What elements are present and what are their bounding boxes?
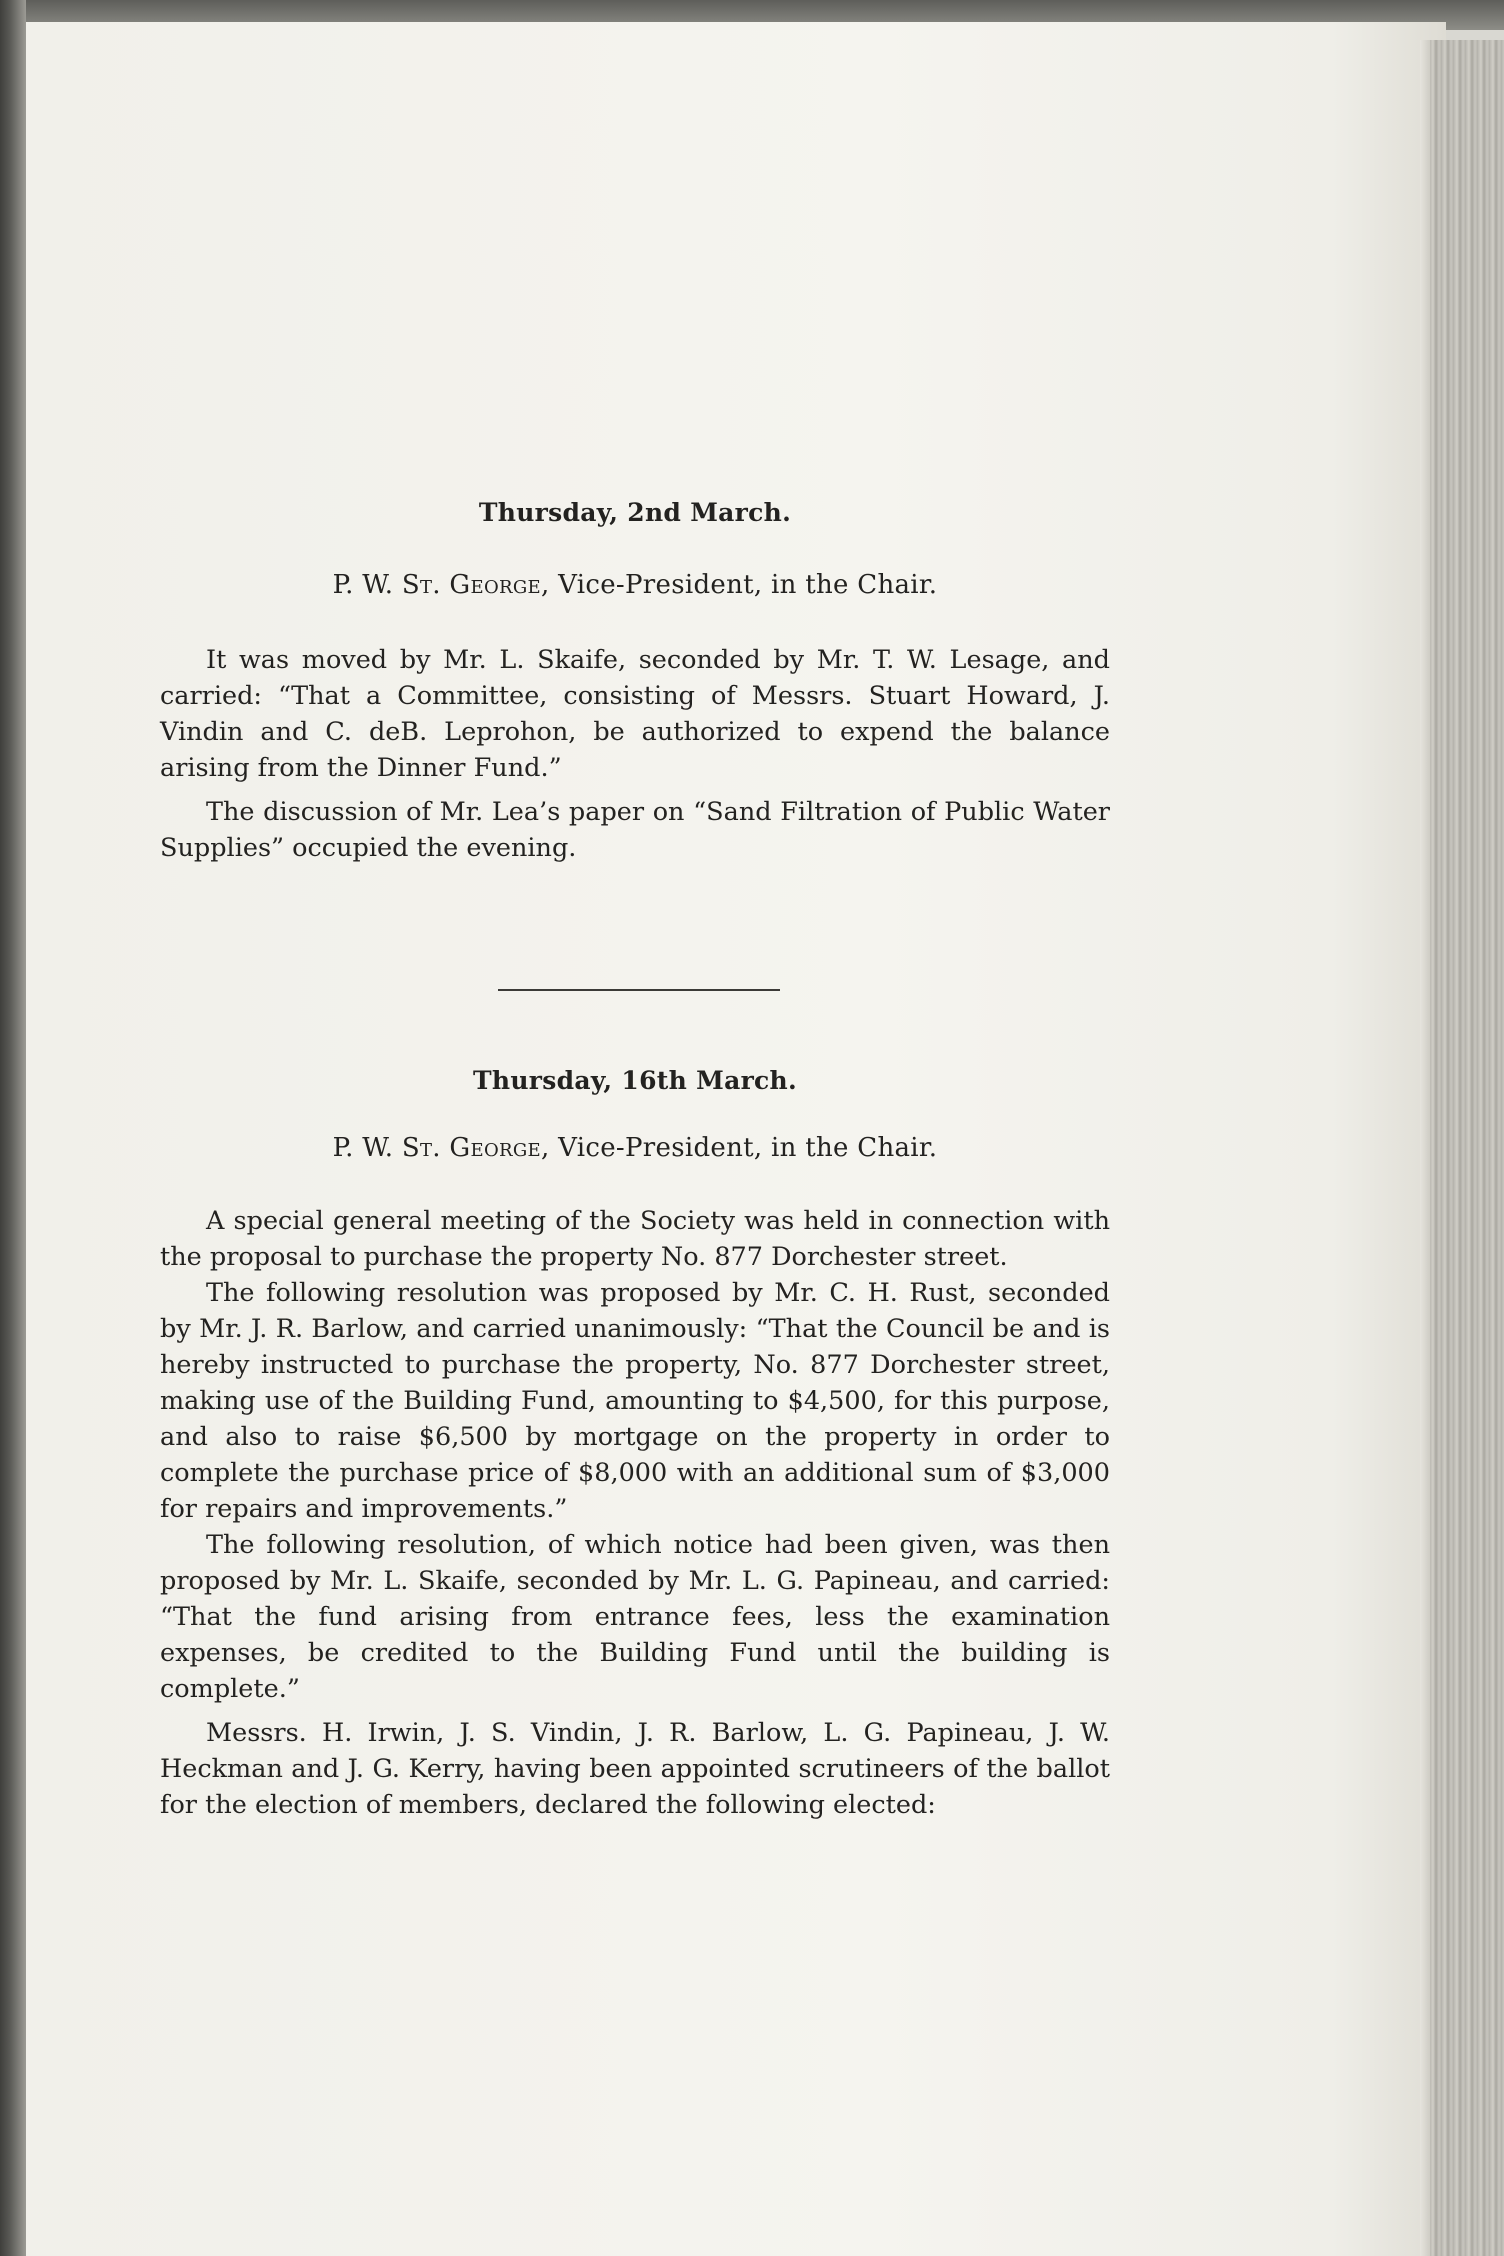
chair-name-prefix: P. W. bbox=[332, 1133, 402, 1163]
meeting-section-2 bbox=[160, 1066, 1110, 1095]
chair-line-1 bbox=[160, 570, 1110, 600]
paragraph: Messrs. H. Irwin, J. S. Vindin, J. R. Barlow, L. G. Papineau, J. W. Heckman and J. G. Kerry, having been appointed scrutineers of the ballot for the election of members, declared the following elected: bbox=[160, 1718, 1110, 1820]
chair-name-prefix: P. W. bbox=[332, 570, 402, 600]
paragraph: The discussion of Mr. Lea’s paper on “Sand Filtration of Public Water Supplies” occupied the evening. bbox=[160, 797, 1110, 863]
chair-name: St. George bbox=[401, 570, 541, 600]
chair-title: , Vice-President, in the Chair. bbox=[540, 570, 938, 600]
scan-left-border bbox=[0, 0, 26, 2256]
minutes-text-2 bbox=[160, 1203, 1110, 1823]
paragraph: It was moved by Mr. L. Skaife, seconded by Mr. T. W. Lesage, and carried: “That a Committee, consisting of Messrs. Stuart Howard, J. Vindin and C. deB. Leprohon, be authorized to expend the balance arising from the Dinner Fund.” bbox=[160, 645, 1110, 783]
minutes-text-1 bbox=[160, 642, 1110, 866]
chair-title: , Vice-President, in the Chair. bbox=[540, 1133, 938, 1163]
paragraph: A special general meeting of the Society was held in connection with the proposal to purchase the property No. 877 Dorchester street. bbox=[160, 1206, 1110, 1272]
paragraph: The following resolution was proposed by Mr. C. H. Rust, seconded by Mr. J. R. Barlow, and carried unanimously: “That the Council be and is hereby instructed to purchase the property, No. 877 Dorchester street, making use of the Building Fund, amounting to $4,500, for this purpose, and also to raise $6,500 by mortgage on the property in order to complete the purchase price of $8,000 with an additional sum of $3,000 for repairs and improvements.” bbox=[160, 1278, 1110, 1524]
chair-line-2 bbox=[160, 1133, 1110, 1163]
meeting-date-heading: Thursday, 16th March. bbox=[472, 1066, 798, 1095]
meeting-section-1 bbox=[160, 498, 1110, 527]
meeting-date-heading: Thursday, 2nd March. bbox=[478, 498, 792, 527]
book-page-edges bbox=[1430, 40, 1504, 2256]
section-divider bbox=[498, 989, 780, 991]
paragraph: The following resolution, of which notice had been given, was then proposed by Mr. L. Skaife, seconded by Mr. L. G. Papineau, and carried: “That the fund arising from entrance fees, less the examination expenses, be credited to the Building Fund until the building is complete.” bbox=[160, 1530, 1110, 1704]
chair-name: St. George bbox=[401, 1133, 541, 1163]
